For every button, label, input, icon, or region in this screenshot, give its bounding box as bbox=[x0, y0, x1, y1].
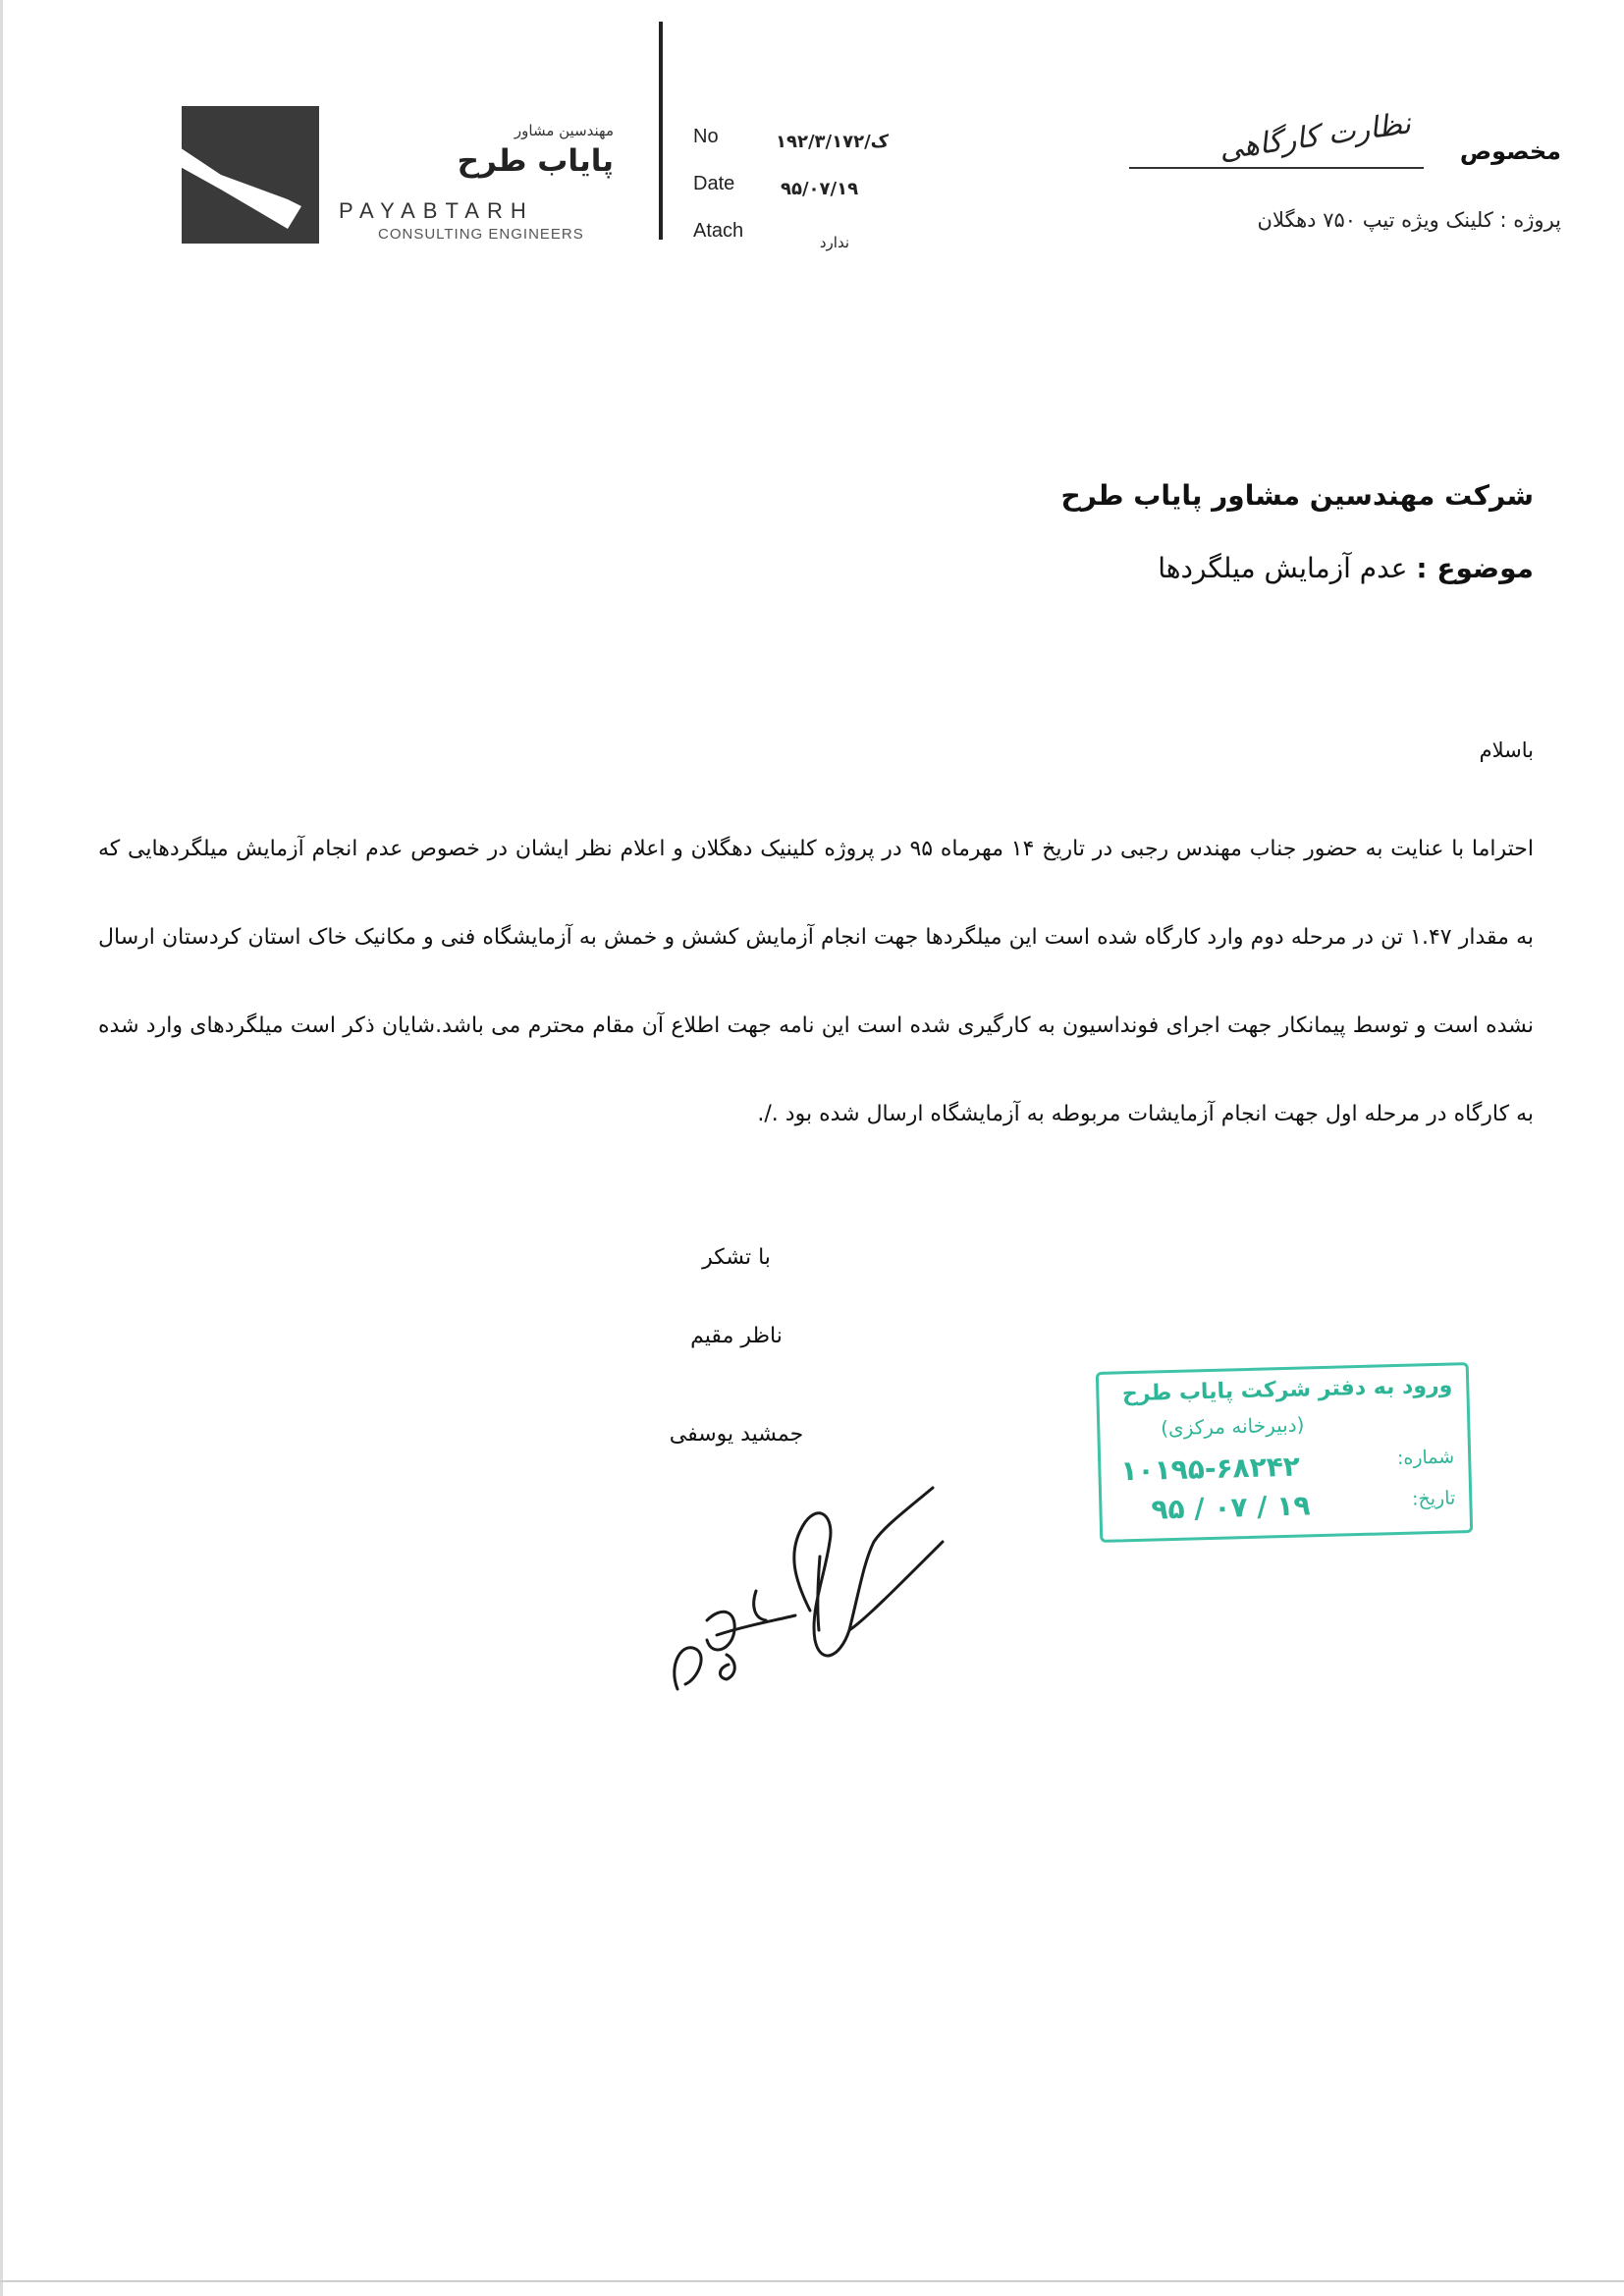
stamp-title: ورود به دفتر شرکت پایاب طرح bbox=[1121, 1373, 1453, 1407]
scan-edge bbox=[0, 0, 3, 2296]
logo-english-name: PAYABTARH bbox=[339, 198, 534, 223]
stamp-date: ۹۵ / ۰۷ / ۱۹ bbox=[1151, 1489, 1311, 1526]
logo-mark-icon bbox=[182, 106, 319, 244]
stamp-number: ۱۰۱۹۵-۶۸۲۴۲ bbox=[1120, 1449, 1301, 1488]
ref-attachment-label: Atach bbox=[693, 220, 744, 242]
company-logo bbox=[182, 106, 319, 244]
ref-date-label: Date bbox=[693, 173, 735, 194]
project-line: پروژه : کلینک ویژه تیپ ۷۵۰ دهگلان bbox=[1257, 208, 1561, 232]
ref-number-value: ۱۹۲/۳/ک/۱۷۲ bbox=[776, 132, 890, 152]
logo-persian-subtitle: مهندسین مشاور bbox=[514, 122, 614, 139]
body-paragraph: احتراما با عنایت به حضور جناب مهندس رجبی در تاریخ ۱۴ مهرماه ۹۵ در پروژه کلینیک دهگلان و اعلام نظر ایشان در خصوص عدم انجام آزمایش میلگردهایی که به مقدار ۱.۴۷ تن در مرحله دوم وارد کارگاه شده است این میلگردها جهت انجام آزمایش کشش و خمش به آزمایشگاه فنی و مکانیک خاک استان کردستان ارسال نشده است و توسط پیمانکار جهت اجرای فونداسیون به کارگیری شده است این نامه جهت اطلاع آن مقام محترم می باشد.شایان ذکر است میلگردهای وارد شده به کارگاه در مرحله اول جهت انجام آزمایشات مربوطه به آزمایشگاه ارسال شده بود ./. bbox=[98, 837, 1534, 1126]
ref-attachment-value: ندارد bbox=[819, 234, 849, 251]
ref-date-value: ۹۵/۰۷/۱۹ bbox=[781, 179, 859, 199]
scan-bottom-line bbox=[0, 2280, 1624, 2282]
subject-text: عدم آزمایش میلگردها bbox=[1158, 552, 1408, 584]
recipient: شرکت مهندسین مشاور پایاب طرح bbox=[1060, 479, 1534, 512]
logo-english-subtitle: CONSULTING ENGINEERS bbox=[378, 226, 584, 243]
stamp-number-label: شماره: bbox=[1396, 1446, 1455, 1469]
logo-persian-name: پایاب طرح bbox=[457, 143, 614, 179]
closing-role: ناظر مقیم bbox=[690, 1324, 783, 1348]
title-underline bbox=[1129, 167, 1424, 169]
received-stamp bbox=[1096, 1362, 1473, 1543]
subject-label: موضوع : bbox=[1416, 552, 1534, 584]
ref-number-label: No bbox=[693, 126, 719, 147]
closing-thanks: با تشکر bbox=[702, 1245, 771, 1270]
stamp-subtitle: (دبیرخانه مرکزی) bbox=[1160, 1412, 1305, 1441]
stamp-date-label: تاریخ: bbox=[1411, 1487, 1456, 1510]
closing-name: جمشید یوسفی bbox=[669, 1422, 804, 1447]
subject-line bbox=[884, 552, 1534, 584]
signature bbox=[638, 1483, 992, 1719]
handwritten-title: نظارت کارگاهی bbox=[1217, 106, 1413, 168]
page-title: مخصوص bbox=[1459, 137, 1561, 165]
greeting: باسلام bbox=[1479, 738, 1534, 762]
header-divider bbox=[659, 22, 663, 240]
